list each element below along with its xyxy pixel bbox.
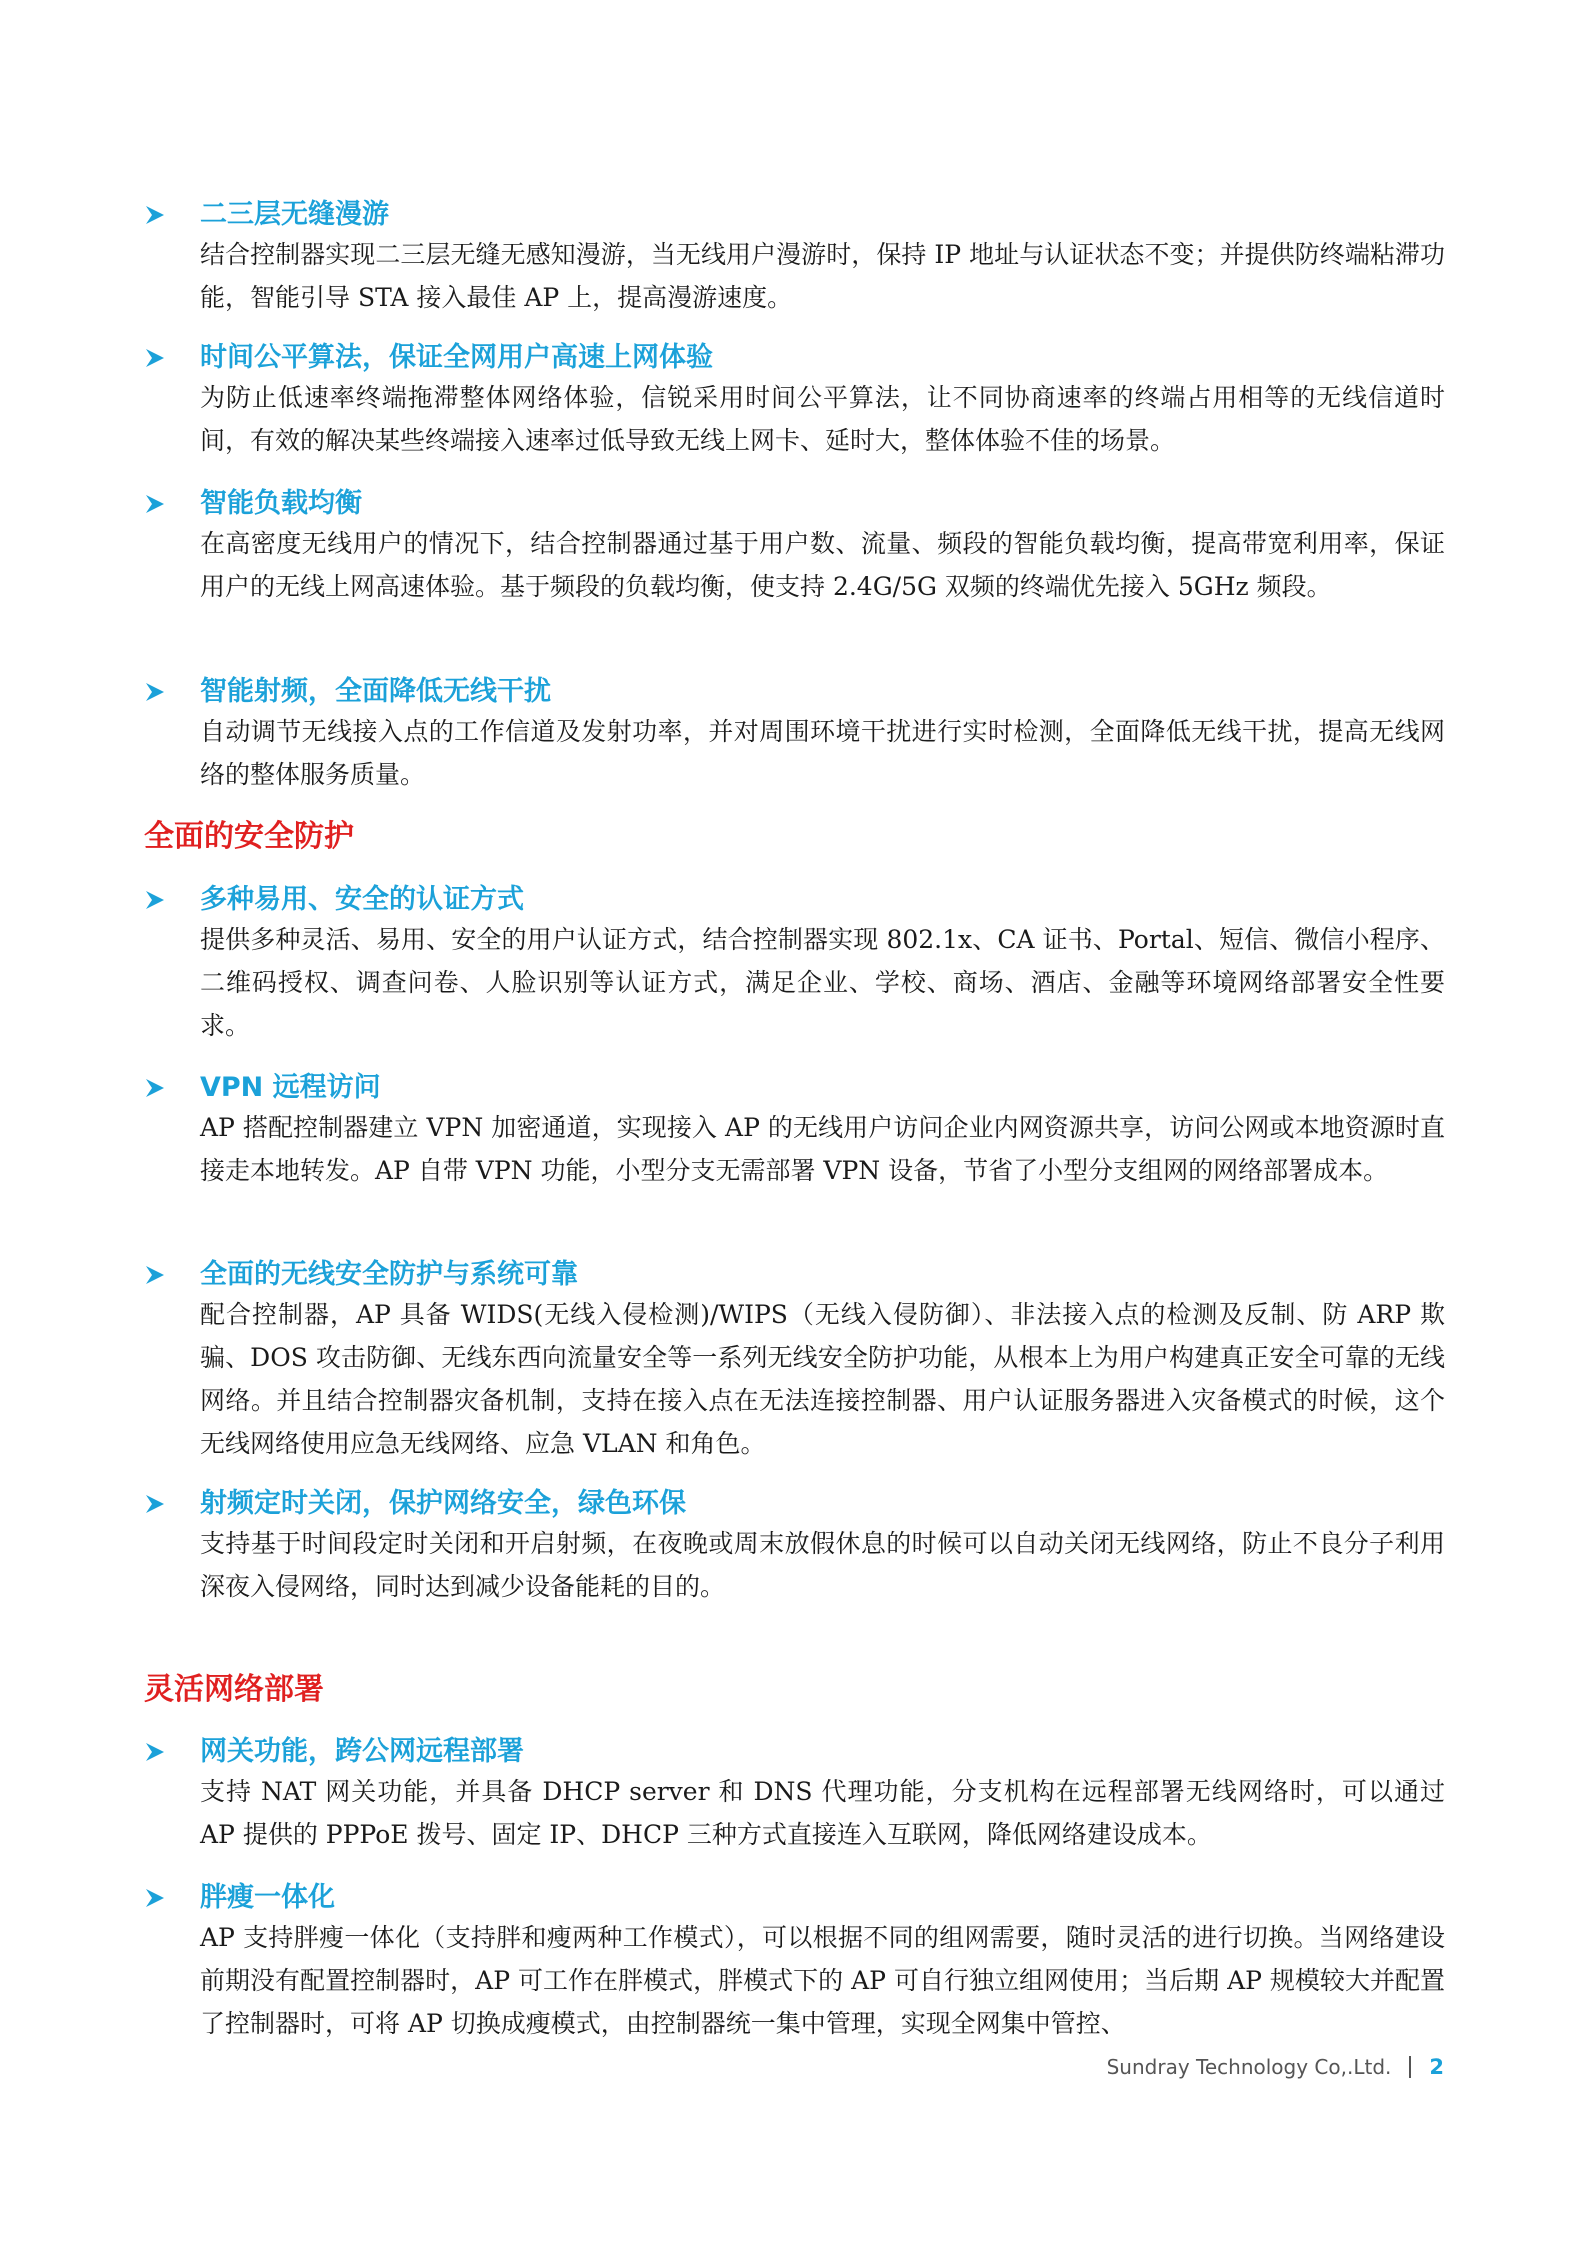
- feature-heading-text: 多种易用、安全的认证方式: [200, 884, 524, 915]
- feature-heading-text: 智能负载均衡: [200, 488, 362, 519]
- arrow-bullet-icon: [144, 1264, 166, 1286]
- feature-heading-text: 全面的无线安全防护与系统可靠: [200, 1259, 578, 1290]
- arrow-bullet-icon: [144, 493, 166, 515]
- arrow-bullet-icon: [144, 204, 166, 226]
- feature-description: 支持基于时间段定时关闭和开启射频，在夜晚或周末放假休息的时候可以自动关闭无线网络，防止不良分子利用深夜入侵网络，同时达到减少设备能耗的目的。: [200, 1529, 1445, 1601]
- feature-heading-text: 射频定时关闭，保护网络安全，绿色环保: [200, 1488, 686, 1519]
- feature-description: 在高密度无线用户的情况下，结合控制器通过基于用户数、流量、频段的智能负载均衡，提高带宽利用率，保证用户的无线上网高速体验。基于频段的负载均衡，使支持 2.4G/5G 双频的终端优先接入 5GHz 频段。: [200, 529, 1445, 601]
- feature-description: AP 搭配控制器建立 VPN 加密通道，实现接入 AP 的无线用户访问企业内网资源共享，访问公网或本地资源时直接走本地转发。AP 自带 VPN 功能，小型分支无需部署 VPN 设备，节省了小型分支组网的网络部署成本。: [200, 1113, 1445, 1185]
- feature-heading-text: 胖瘦一体化: [200, 1882, 335, 1913]
- page-number: 2: [1429, 2055, 1444, 2079]
- arrow-bullet-icon: [144, 347, 166, 369]
- footer-divider: [1409, 2056, 1411, 2078]
- feature-description: 结合控制器实现二三层无缝无感知漫游，当无线用户漫游时，保持 IP 地址与认证状态不变；并提供防终端粘滞功能，智能引导 STA 接入最佳 AP 上，提高漫游速度。: [200, 240, 1445, 312]
- arrow-bullet-icon: [144, 1887, 166, 1909]
- feature-description: 提供多种灵活、易用、安全的用户认证方式，结合控制器实现 802.1x、CA 证书、Portal、短信、微信小程序、二维码授权、调查问卷、人脸识别等认证方式，满足企业、学校、商场、酒店、金融等环境网络部署安全性要求。: [200, 925, 1445, 1040]
- page-footer: [1107, 2050, 1444, 2084]
- feature-heading-text: VPN 远程访问: [200, 1072, 381, 1103]
- feature-heading-text: 网关功能，跨公网远程部署: [200, 1736, 524, 1767]
- arrow-bullet-icon: [144, 1741, 166, 1763]
- feature-heading-text: 时间公平算法，保证全网用户高速上网体验: [200, 342, 713, 373]
- feature-heading-text: 二三层无缝漫游: [200, 199, 389, 230]
- feature-description: 为防止低速率终端拖滞整体网络体验，信锐采用时间公平算法，让不同协商速率的终端占用相等的无线信道时间，有效的解决某些终端接入速率过低导致无线上网卡、延时大，整体体验不佳的场景。: [200, 383, 1445, 455]
- feature-description: 配合控制器，AP 具备 WIDS(无线入侵检测)/WIPS（无线入侵防御）、非法接入点的检测及反制、防 ARP 欺骗、DOS 攻击防御、无线东西向流量安全等一系列无线安全防护功能，从根本上为用户构建真正安全可靠的无线网络。并且结合控制器灾备机制，支持在接入点在无法连接控制器、用户认证服务器进入灾备模式的时候，这个无线网络使用应急无线网络、应急 VLAN 和角色。: [200, 1300, 1445, 1458]
- feature-description: 自动调节无线接入点的工作信道及发射功率，并对周围环境干扰进行实时检测，全面降低无线干扰，提高无线网络的整体服务质量。: [200, 717, 1445, 789]
- arrow-bullet-icon: [144, 1077, 166, 1099]
- section-title: 全面的安全防护: [144, 819, 354, 854]
- section-title: 灵活网络部署: [144, 1672, 324, 1707]
- arrow-bullet-icon: [144, 889, 166, 911]
- feature-heading-text: 智能射频，全面降低无线干扰: [200, 676, 551, 707]
- arrow-bullet-icon: [144, 681, 166, 703]
- feature-description: AP 支持胖瘦一体化（支持胖和瘦两种工作模式），可以根据不同的组网需要，随时灵活的进行切换。当网络建设前期没有配置控制器时，AP 可工作在胖模式，胖模式下的 AP 可自行独立组网使用；当后期 AP 规模较大并配置了控制器时，可将 AP 切换成瘦模式，由控制器统一集中管理，实现全网集中管控、: [200, 1923, 1445, 2038]
- company-name: Sundray Technology Co,.Ltd.: [1106, 2055, 1392, 2079]
- feature-description: 支持 NAT 网关功能，并具备 DHCP server 和 DNS 代理功能，分支机构在远程部署无线网络时，可以通过 AP 提供的 PPPoE 拨号、固定 IP、DHCP 三种方式直接连入互联网，降低网络建设成本。: [200, 1777, 1445, 1849]
- arrow-bullet-icon: [144, 1493, 166, 1515]
